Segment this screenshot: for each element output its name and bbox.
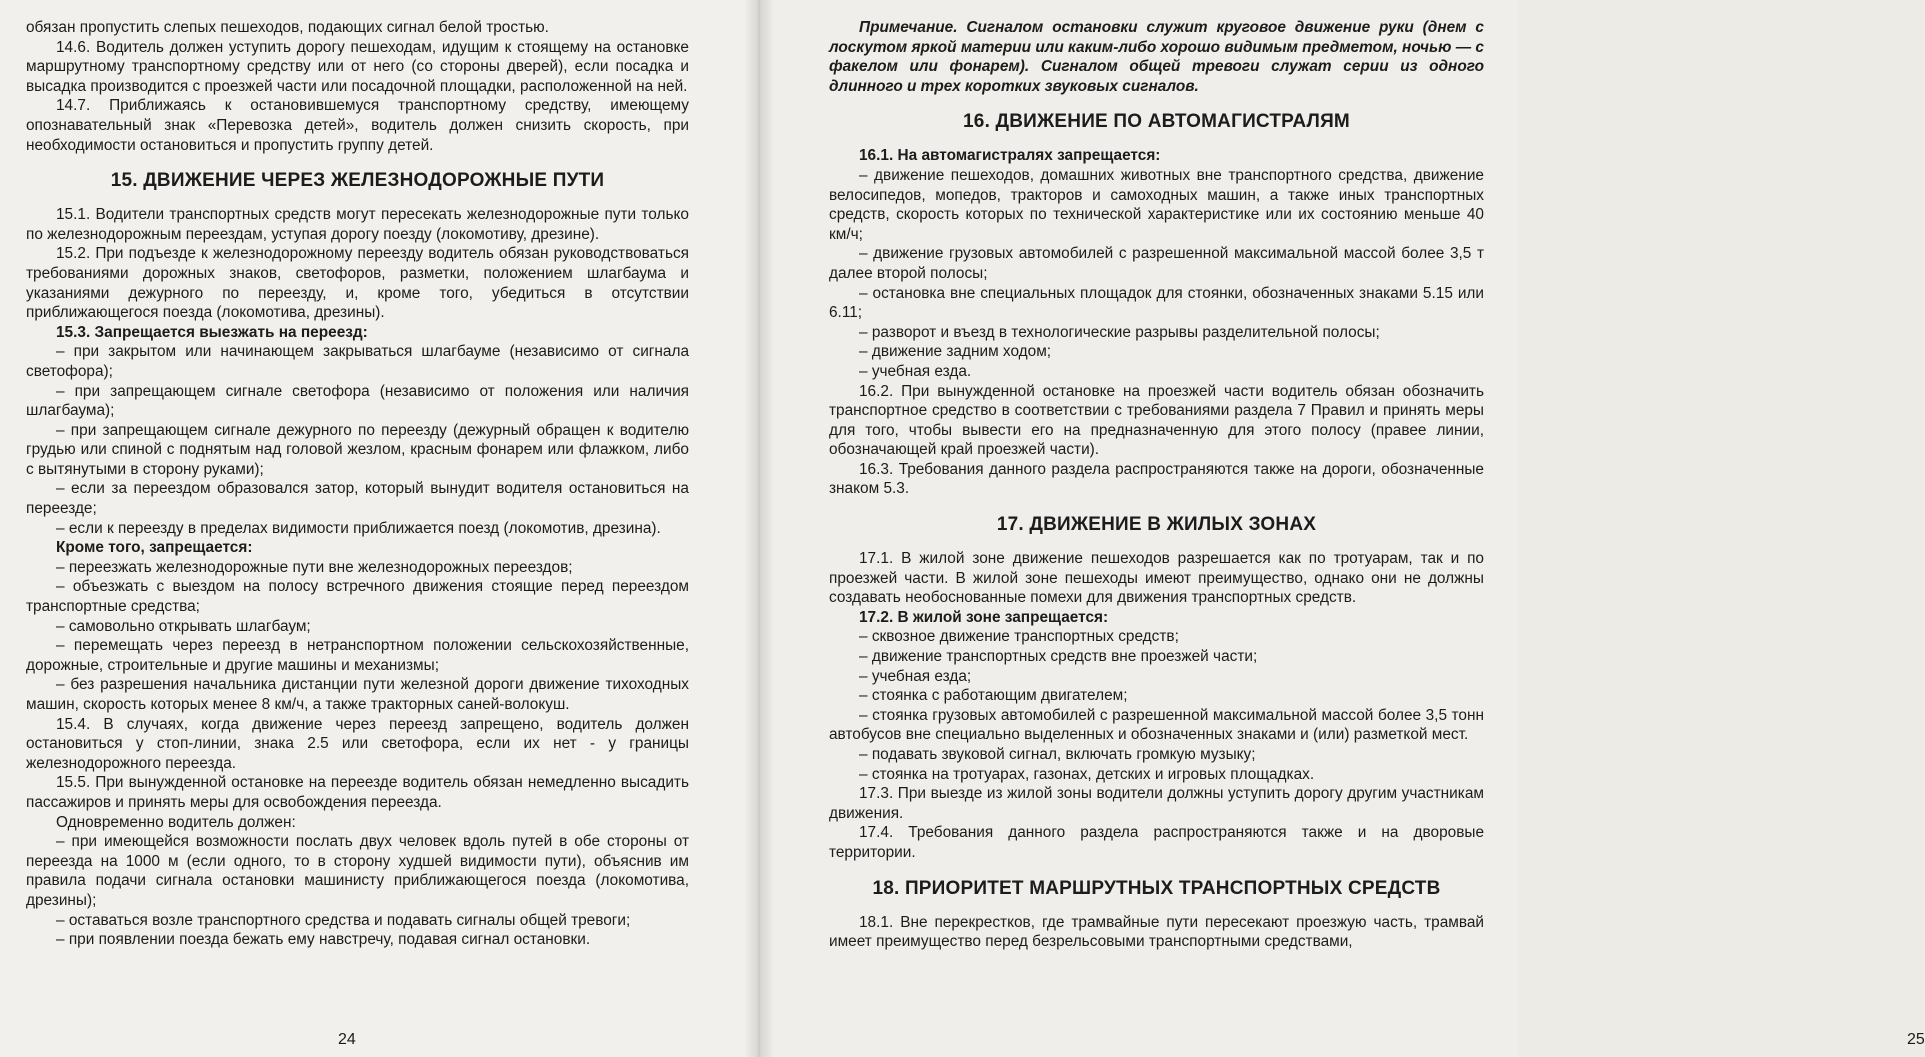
section-heading: 17. ДВИЖЕНИЕ В ЖИЛЫХ ЗОНАХ — [996, 514, 1317, 536]
text-paragraph: – движение грузовых автомобилей с разрешенной максимальной массой более 3,5 т далее второй полосы; — [829, 245, 1484, 282]
text-paragraph: 15.2. При подъезде к железнодорожному переезду водитель обязан руководствоваться требованиями дорожных знаков, светофоров, разметки, положением шлагбаума и указаниями дежурного по переезду, и, кроме того, убедиться в отсутствии приближающегося поезда (локомотива, дрезины). — [26, 245, 689, 322]
text-paragraph: – перемещать через переезд в нетранспортном положении сельскохозяйственные, дорожные, строительные и другие машины и механизмы; — [26, 637, 689, 674]
text-paragraph: Одновременно водитель должен: — [56, 813, 296, 831]
subheading-paragraph: 15.3. Запрещается выезжать на переезд: — [56, 323, 368, 341]
text-paragraph: – стоянка на тротуарах, газонах, детских и игровых площадках. — [859, 765, 1315, 783]
subheading-paragraph: 17.2. В жилой зоне запрещается: — [859, 608, 1109, 626]
text-paragraph: 15.4. В случаях, когда движение через переезд запрещено, водитель должен остановиться у стоп-линии, знака 2.5 или светофора, если их нет - у границы железнодорожного переезда. — [26, 715, 689, 772]
text-paragraph: 15.1. Водители транспортных средств могут пересекать железнодорожные пути только по железнодорожным переездам, уступая дорогу поезду (локомотиву, дрезине). — [26, 206, 689, 243]
right-page-text — [829, 18, 1484, 952]
left-page-text — [26, 18, 689, 950]
section-heading: 18. ПРИОРИТЕТ МАРШРУТНЫХ ТРАНСПОРТНЫХ СРЕДСТВ — [872, 877, 1441, 899]
right-page — [759, 0, 1925, 1057]
text-paragraph: – движение задним ходом; — [859, 343, 1052, 361]
text-paragraph: – без разрешения начальника дистанции пути железной дороги движение тихоходных машин, скорость которых менее 8 км/ч, а также тракторных саней-волокуш. — [26, 676, 689, 713]
text-paragraph: – если за переездом образовался затор, который вынудит водителя остановиться на переезде; — [26, 480, 689, 518]
text-paragraph: – самовольно открывать шлагбаум; — [56, 617, 311, 635]
text-paragraph: – сквозное движение транспортных средств; — [859, 628, 1179, 646]
text-paragraph: – переезжать железнодорожные пути вне железнодорожных переездов; — [56, 558, 573, 576]
text-paragraph: 17.1. В жилой зоне движение пешеходов разрешается как по тротуарам, так и по проезжей части. В жилой зоне пешеходы имеют преимущество, однако они не должны создавать необоснованные помехи для движения транспортных средств. — [829, 550, 1484, 607]
page-number-right: 25 — [1907, 1031, 1925, 1048]
text-paragraph: 18.1. Вне перекрестков, где трамвайные пути пересекают проезжую часть, трамвай имеет преимущество перед безрельсовыми транспортными средствами, — [829, 913, 1484, 951]
text-paragraph: – разворот и въезд в технологические разрывы разделительной полосы; — [859, 323, 1380, 341]
text-paragraph: – движение пешеходов, домашних животных вне транспортного средства, движение велосипедов, мопедов, тракторов и самоходных машин, а также иных транспортных средств, скорость которых по технической характеристике или их состоянию меньше 40 км/ч; — [829, 166, 1484, 243]
text-paragraph: – остановка вне специальных площадок для стоянки, обозначенных знаками 5.15 или 6.11; — [829, 284, 1484, 322]
text-paragraph: – при запрещающем сигнале светофора (независимо от положения или наличия шлагбаума); — [26, 382, 689, 420]
left-page — [0, 0, 759, 1057]
text-paragraph: – стоянка грузовых автомобилей с разрешенной максимальной массой более 3,5 тонн автобусов вне специально выделенных и обозначенных знаками и (или) разметкой мест. — [829, 706, 1484, 744]
text-paragraph: – оставаться возле транспортного средства и подавать сигналы общей тревоги; — [56, 911, 631, 929]
text-paragraph: 16.3. Требования данного раздела распространяются также на дороги, обозначенные знаком 5.3. — [829, 460, 1484, 498]
text-paragraph: – подавать звуковой сигнал, включать громкую музыку; — [859, 746, 1256, 763]
text-paragraph: 17.4. Требования данного раздела распространяются также и на дворовые территории. — [829, 824, 1484, 861]
section-heading: 15. ДВИЖЕНИЕ ЧЕРЕЗ ЖЕЛЕЗНОДОРОЖНЫЕ ПУТИ — [110, 170, 605, 192]
subheading-paragraph: 16.1. На автомагистралях запрещается: — [859, 147, 1161, 165]
text-paragraph: 14.6. Водитель должен уступить дорогу пешеходам, идущим к стоящему на остановке маршрутному транспортному средству или от него (со стороны дверей), если посадка и высадка производится с проезжей части или посадочной площадки, расположенной на ней. — [26, 38, 689, 95]
page-number-left: 24 — [338, 1031, 356, 1048]
text-paragraph: – учебная езда; — [859, 667, 972, 685]
text-paragraph: – при закрытом или начинающем закрываться шлагбауме (независимо от сигнала светофора); — [26, 343, 689, 380]
text-paragraph: – при появлении поезда бежать ему навстречу, подавая сигнал остановки. — [56, 931, 591, 949]
text-paragraph: 14.7. Приближаясь к остановившемуся транспортному средству, имеющему опознавательный знак «Перевозка детей», водитель должен снизить скорость, при необходимости остановиться и пропустить группу детей. — [26, 97, 689, 154]
text-paragraph: 16.2. При вынужденной остановке на проезжей части водитель обязан обозначить транспортное средство в соответствии с требованиями раздела 7 Правил и принять меры для того, чтобы вывести его на предназначенную для этого полосу (правее линии, обозначающей край проезжей части). — [829, 382, 1484, 459]
text-paragraph: обязан пропустить слепых пешеходов, подающих сигнал белой тростью. — [26, 19, 549, 36]
text-paragraph: – стоянка с работающим двигателем; — [859, 687, 1128, 705]
text-paragraph: 15.5. При вынужденной остановке на переезде водитель обязан немедленно высадить пассажиров и принять меры для освобождения переезда. — [26, 774, 689, 811]
text-paragraph: – учебная езда. — [859, 362, 972, 380]
section-heading: 16. ДВИЖЕНИЕ ПО АВТОМАГИСТРАЛЯМ — [963, 111, 1350, 133]
text-paragraph: – движение транспортных средств вне проезжей части; — [859, 648, 1258, 666]
text-paragraph: 17.3. При выезде из жилой зоны водители должны уступить дорогу другим участникам движения. — [829, 785, 1484, 822]
text-paragraph: – объезжать с выездом на полосу встречного движения стоящие перед переездом транспортные средства; — [26, 578, 689, 616]
text-paragraph: – если к переезду в пределах видимости приближается поезд (локомотив, дрезина). — [56, 519, 661, 537]
text-paragraph: – при имеющейся возможности послать двух человек вдоль путей в обе стороны от переезда на 1000 м (если одного, то в сторону худшей видимости пути), объяснив им правила подачи сигнала остановки машинисту приближающегося поезда (локомотива, дрезины); — [26, 833, 689, 909]
note-paragraph: Примечание. Сигналом остановки служит круговое движение руки (днем с лоскутом яркой материи или каким-либо хорошо видимым предметом, ночью — с факелом или фонарем). Сигналом общей тревоги служат серии из одного длинного и трех коротких звуковых сигналов. — [829, 19, 1484, 95]
subheading-paragraph: Кроме того, запрещается: — [56, 539, 253, 557]
text-paragraph: – при запрещающем сигнале дежурного по переезду (дежурный обращен к водителю грудью или спиной с поднятым над головой жезлом, красным фонарем или флажком, либо с вытянутыми в сторону руками); — [26, 421, 689, 478]
